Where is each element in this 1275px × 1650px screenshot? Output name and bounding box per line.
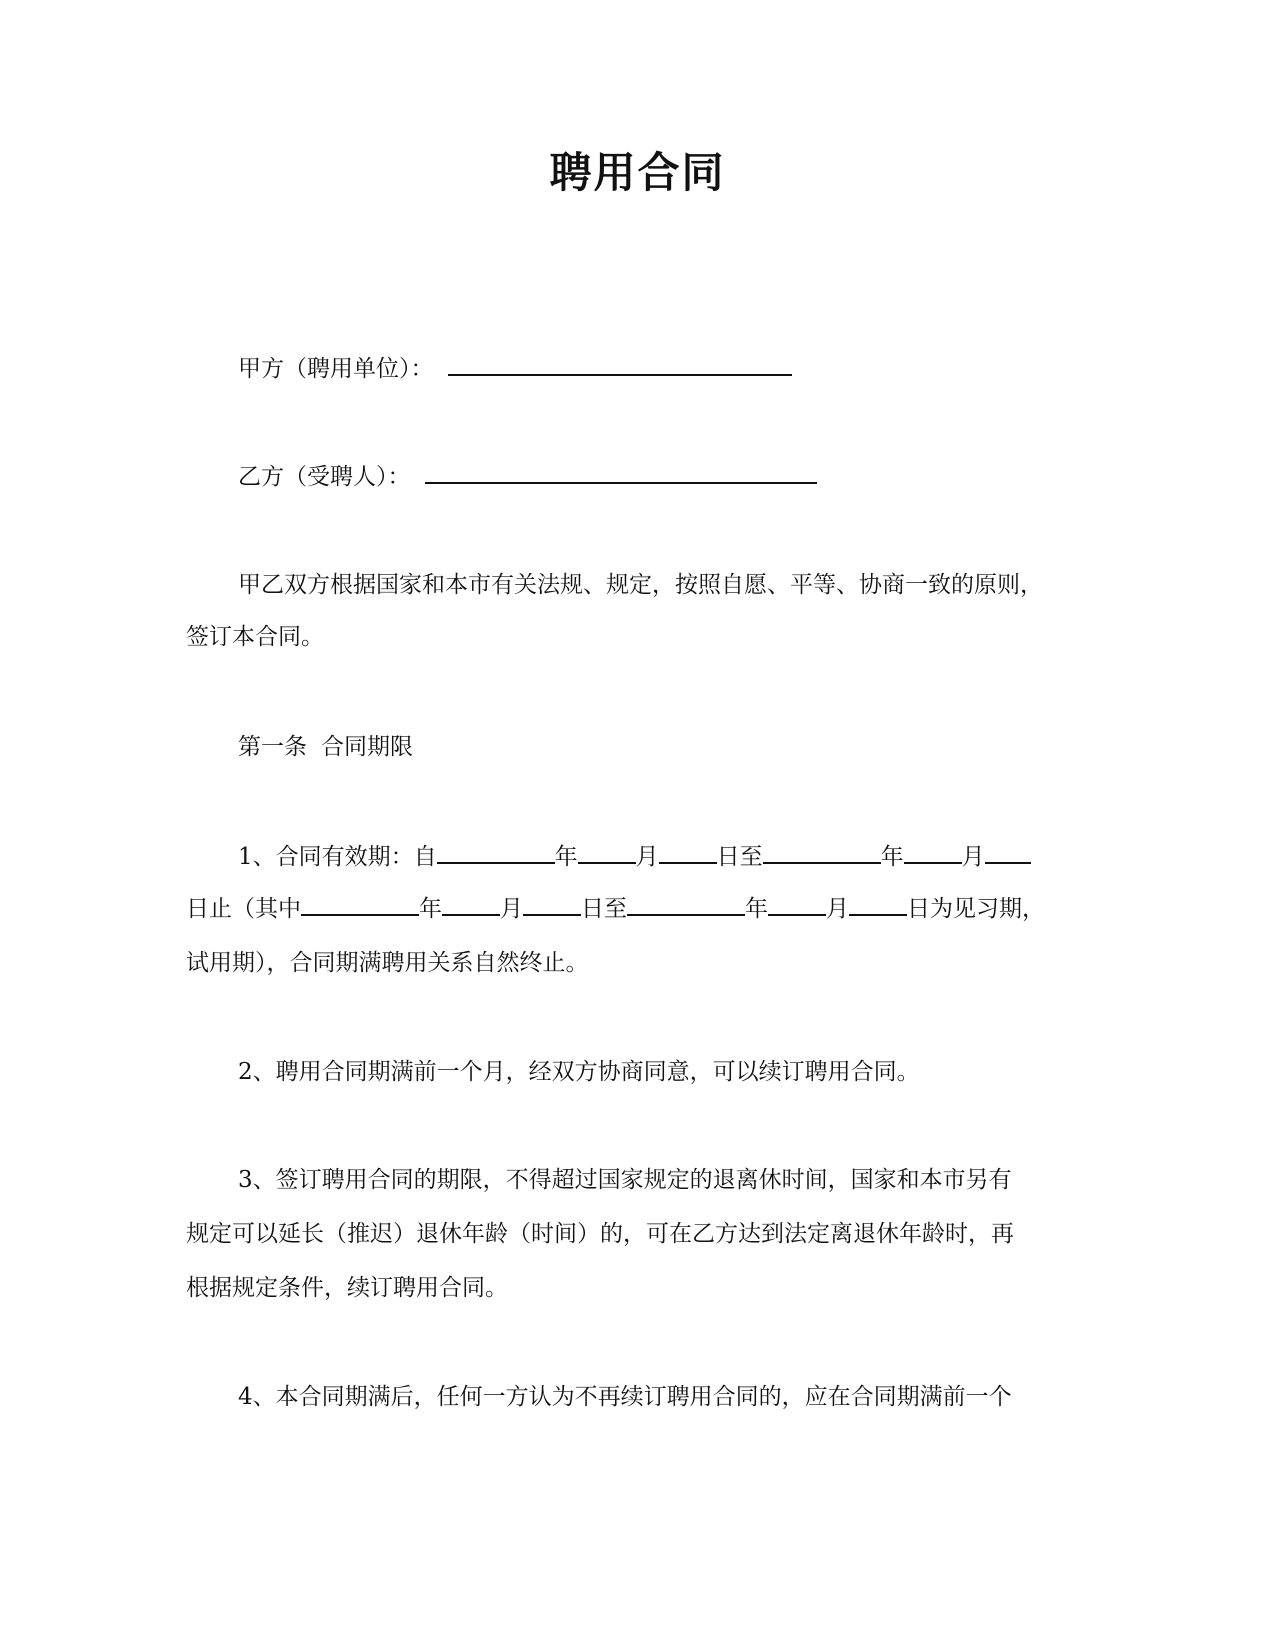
party-a-label: 甲方（聘用单位）： <box>238 356 434 382</box>
month-label: 月 <box>826 896 849 922</box>
probation-end-month-blank[interactable] <box>768 890 826 916</box>
clause-1-prefix: 1、合同有效期：自 <box>238 844 437 870</box>
party-b-label: 乙方（受聘人）： <box>238 464 411 490</box>
probation-start-day-blank[interactable] <box>523 890 581 916</box>
month-label: 月 <box>961 844 985 870</box>
party-a-line <box>238 350 792 386</box>
year-label: 年 <box>554 844 578 870</box>
clause-4-line-1: 4、本合同期满后，任何一方认为不再续订聘用合同的，应在合同期满前一个 <box>238 1384 1012 1410</box>
clause-1-line-3: 试用期），合同期满聘用关系自然终止。 <box>186 950 589 976</box>
probation-end-year-blank[interactable] <box>627 890 745 916</box>
probation-start-year-blank[interactable] <box>301 890 419 916</box>
party-a-blank[interactable] <box>448 350 792 376</box>
year-label: 年 <box>745 896 768 922</box>
end-month-blank[interactable] <box>904 838 962 864</box>
preamble-line-1: 甲乙双方根据国家和本市有关法规、规定，按照自愿、平等、协商一致的原则， <box>238 572 1043 598</box>
document-title: 聘用合同 <box>549 148 726 197</box>
clause-3-line-2: 规定可以延长（推迟）退休年龄（时间）的，可在乙方达到法定离退休年龄时，再 <box>186 1221 1014 1247</box>
day-to-label: 日至 <box>581 896 627 922</box>
clause-1-line-2 <box>186 890 1045 926</box>
article-title: 合同期限 <box>321 734 413 760</box>
year-label: 年 <box>880 844 904 870</box>
month-label: 月 <box>500 896 523 922</box>
probation-start-month-blank[interactable] <box>442 890 500 916</box>
end-year-blank[interactable] <box>763 838 881 864</box>
start-year-blank[interactable] <box>437 838 555 864</box>
article-number: 第一条 <box>238 734 307 760</box>
party-b-blank[interactable] <box>425 458 817 484</box>
clause-1-line-1 <box>238 838 1031 874</box>
day-to-label: 日至 <box>716 844 763 870</box>
clause-3-line-1: 3、签订聘用合同的期限，不得超过国家规定的退离休时间，国家和本市另有 <box>238 1167 1012 1193</box>
start-month-blank[interactable] <box>578 838 636 864</box>
preamble-line-2: 签订本合同。 <box>186 624 324 650</box>
probation-end-day-blank[interactable] <box>849 890 907 916</box>
party-b-line <box>238 458 817 494</box>
clause-1-line-2-start: 日止（其中 <box>186 896 301 922</box>
clause-3-line-3: 根据规定条件，续订聘用合同。 <box>186 1275 508 1301</box>
clause-2: 2、聘用合同期满前一个月，经双方协商同意，可以续订聘用合同。 <box>238 1059 920 1085</box>
clause-1-line-2-end: 日为见习期， <box>907 896 1045 922</box>
start-day-blank[interactable] <box>659 838 717 864</box>
month-label: 月 <box>635 844 659 870</box>
article-1-heading <box>238 730 413 764</box>
year-label: 年 <box>419 896 442 922</box>
end-day-blank[interactable] <box>985 838 1031 864</box>
